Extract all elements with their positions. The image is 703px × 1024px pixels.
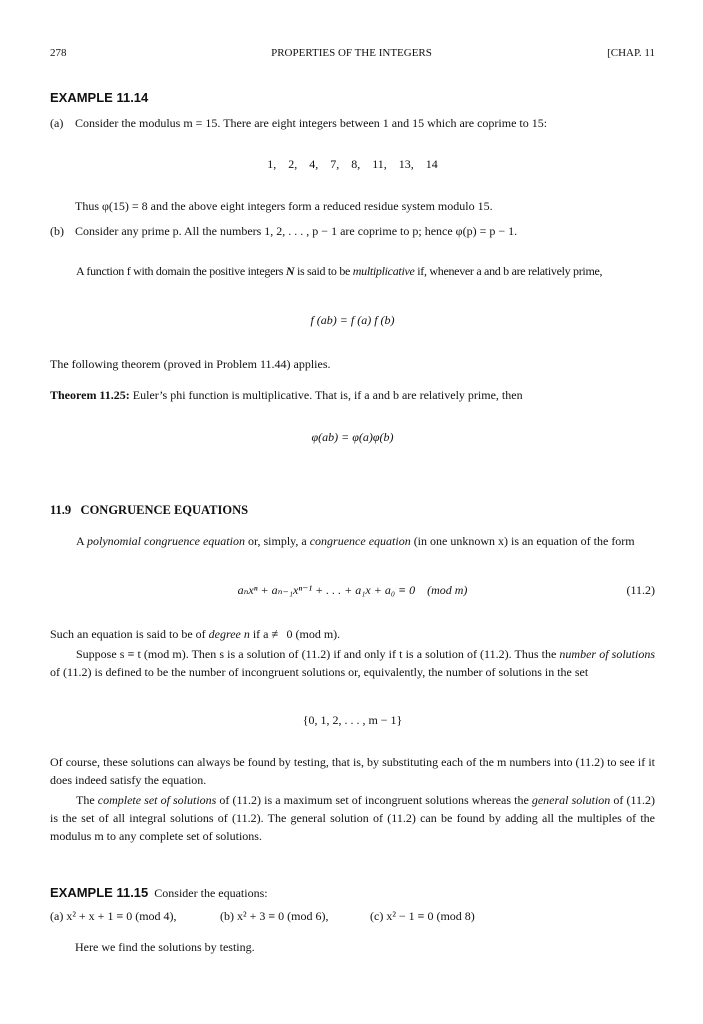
example-11-15-eq-b: (b) x² + 3 ≡ 0 (mod 6),: [220, 909, 329, 923]
example-11-14-part-b-text: Consider any prime p. All the numbers 1, 2, . . . , p − 1 are coprime to p; hence φ(p) = p − 1.: [75, 224, 518, 238]
example-11-14-title: EXAMPLE 11.14: [50, 90, 149, 105]
example-11-15-eq-a: (a) x² + x + 1 ≡ 0 (mod 4),: [50, 909, 177, 923]
running-title: PROPERTIES OF THE INTEGERS: [271, 47, 432, 59]
example-11-14-part-a-text: Consider the modulus m = 15. There are eight integers between 1 and 15 which are coprime to 15:: [75, 116, 548, 130]
page-number: 278: [50, 47, 67, 59]
following-theorem-text: The following theorem (proved in Problem 11.44) applies.: [50, 357, 331, 371]
testing-paragraph: Of course, these solutions can always be found by testing, that is, by substituting each of the m numbers into (11.2) to see if it does indeed satisfy the equation.: [50, 755, 655, 787]
chapter-label: [CHAP. 11: [607, 47, 655, 59]
example-11-14-part-a-conclusion: Thus φ(15) = 8 and the above eight integers form a reduced residue system modulo 15.: [75, 199, 493, 213]
congruence-equation: aₙxⁿ + aₙ₋₁xⁿ⁻¹ + . . . + a₁x + a₀ ≡ 0 (mod m): [237, 583, 468, 597]
example-11-14-part-b-label: (b): [50, 224, 64, 238]
multiplicative-formula: f (ab) = f (a) f (b): [310, 313, 395, 327]
theorem-formula: φ(ab) = φ(a)φ(b): [311, 430, 394, 444]
complete-set-paragraph: The complete set of solutions of (11.2) is a maximum set of incongruent solutions whereas the general solution of (11.2) is the set of all integral solutions of (11.2). The general solution of (11.2) can be found by adding all the multiples of the modulus m to any complete set of solutions.: [50, 793, 655, 843]
theorem-11-25: Theorem 11.25: Euler’s phi function is multiplicative. That is, if a and b are relatively prime, then: [50, 388, 523, 402]
section-intro: A polynomial congruence equation or, simply, a congruence equation (in one unknown x) is an equation of the form: [76, 534, 635, 548]
solution-set: {0, 1, 2, . . . , m − 1}: [302, 713, 403, 727]
coprime-list: 1, 2, 4, 7, 8, 11, 13, 14: [267, 157, 438, 171]
example-11-15-eq-c: (c) x² − 1 ≡ 0 (mod 8): [370, 909, 475, 923]
example-11-14-part-a-label: (a): [50, 116, 64, 130]
section-heading: 11.9 CONGRUENCE EQUATIONS: [50, 503, 249, 517]
example-11-15-testing: Here we find the solutions by testing.: [75, 940, 255, 954]
degree-definition: Such an equation is said to be of degree n if a ≢ 0 (mod m).: [50, 627, 341, 641]
example-11-15-heading: EXAMPLE 11.15 Consider the equations:: [50, 885, 268, 900]
suppose-paragraph: Suppose s ≡ t (mod m). Then s is a solution of (11.2) if and only if t is a solution of (11.2). Thus the number of solutions of (11.2) is defined to be the number of incongruent solutions or, equivalently, the number of solutions in the set: [50, 647, 656, 679]
equation-number: (11.2): [626, 583, 655, 597]
multiplicative-definition: A function f with domain the positive integers N is said to be multiplicative if, whenever a and b are relatively prime,: [76, 264, 603, 278]
